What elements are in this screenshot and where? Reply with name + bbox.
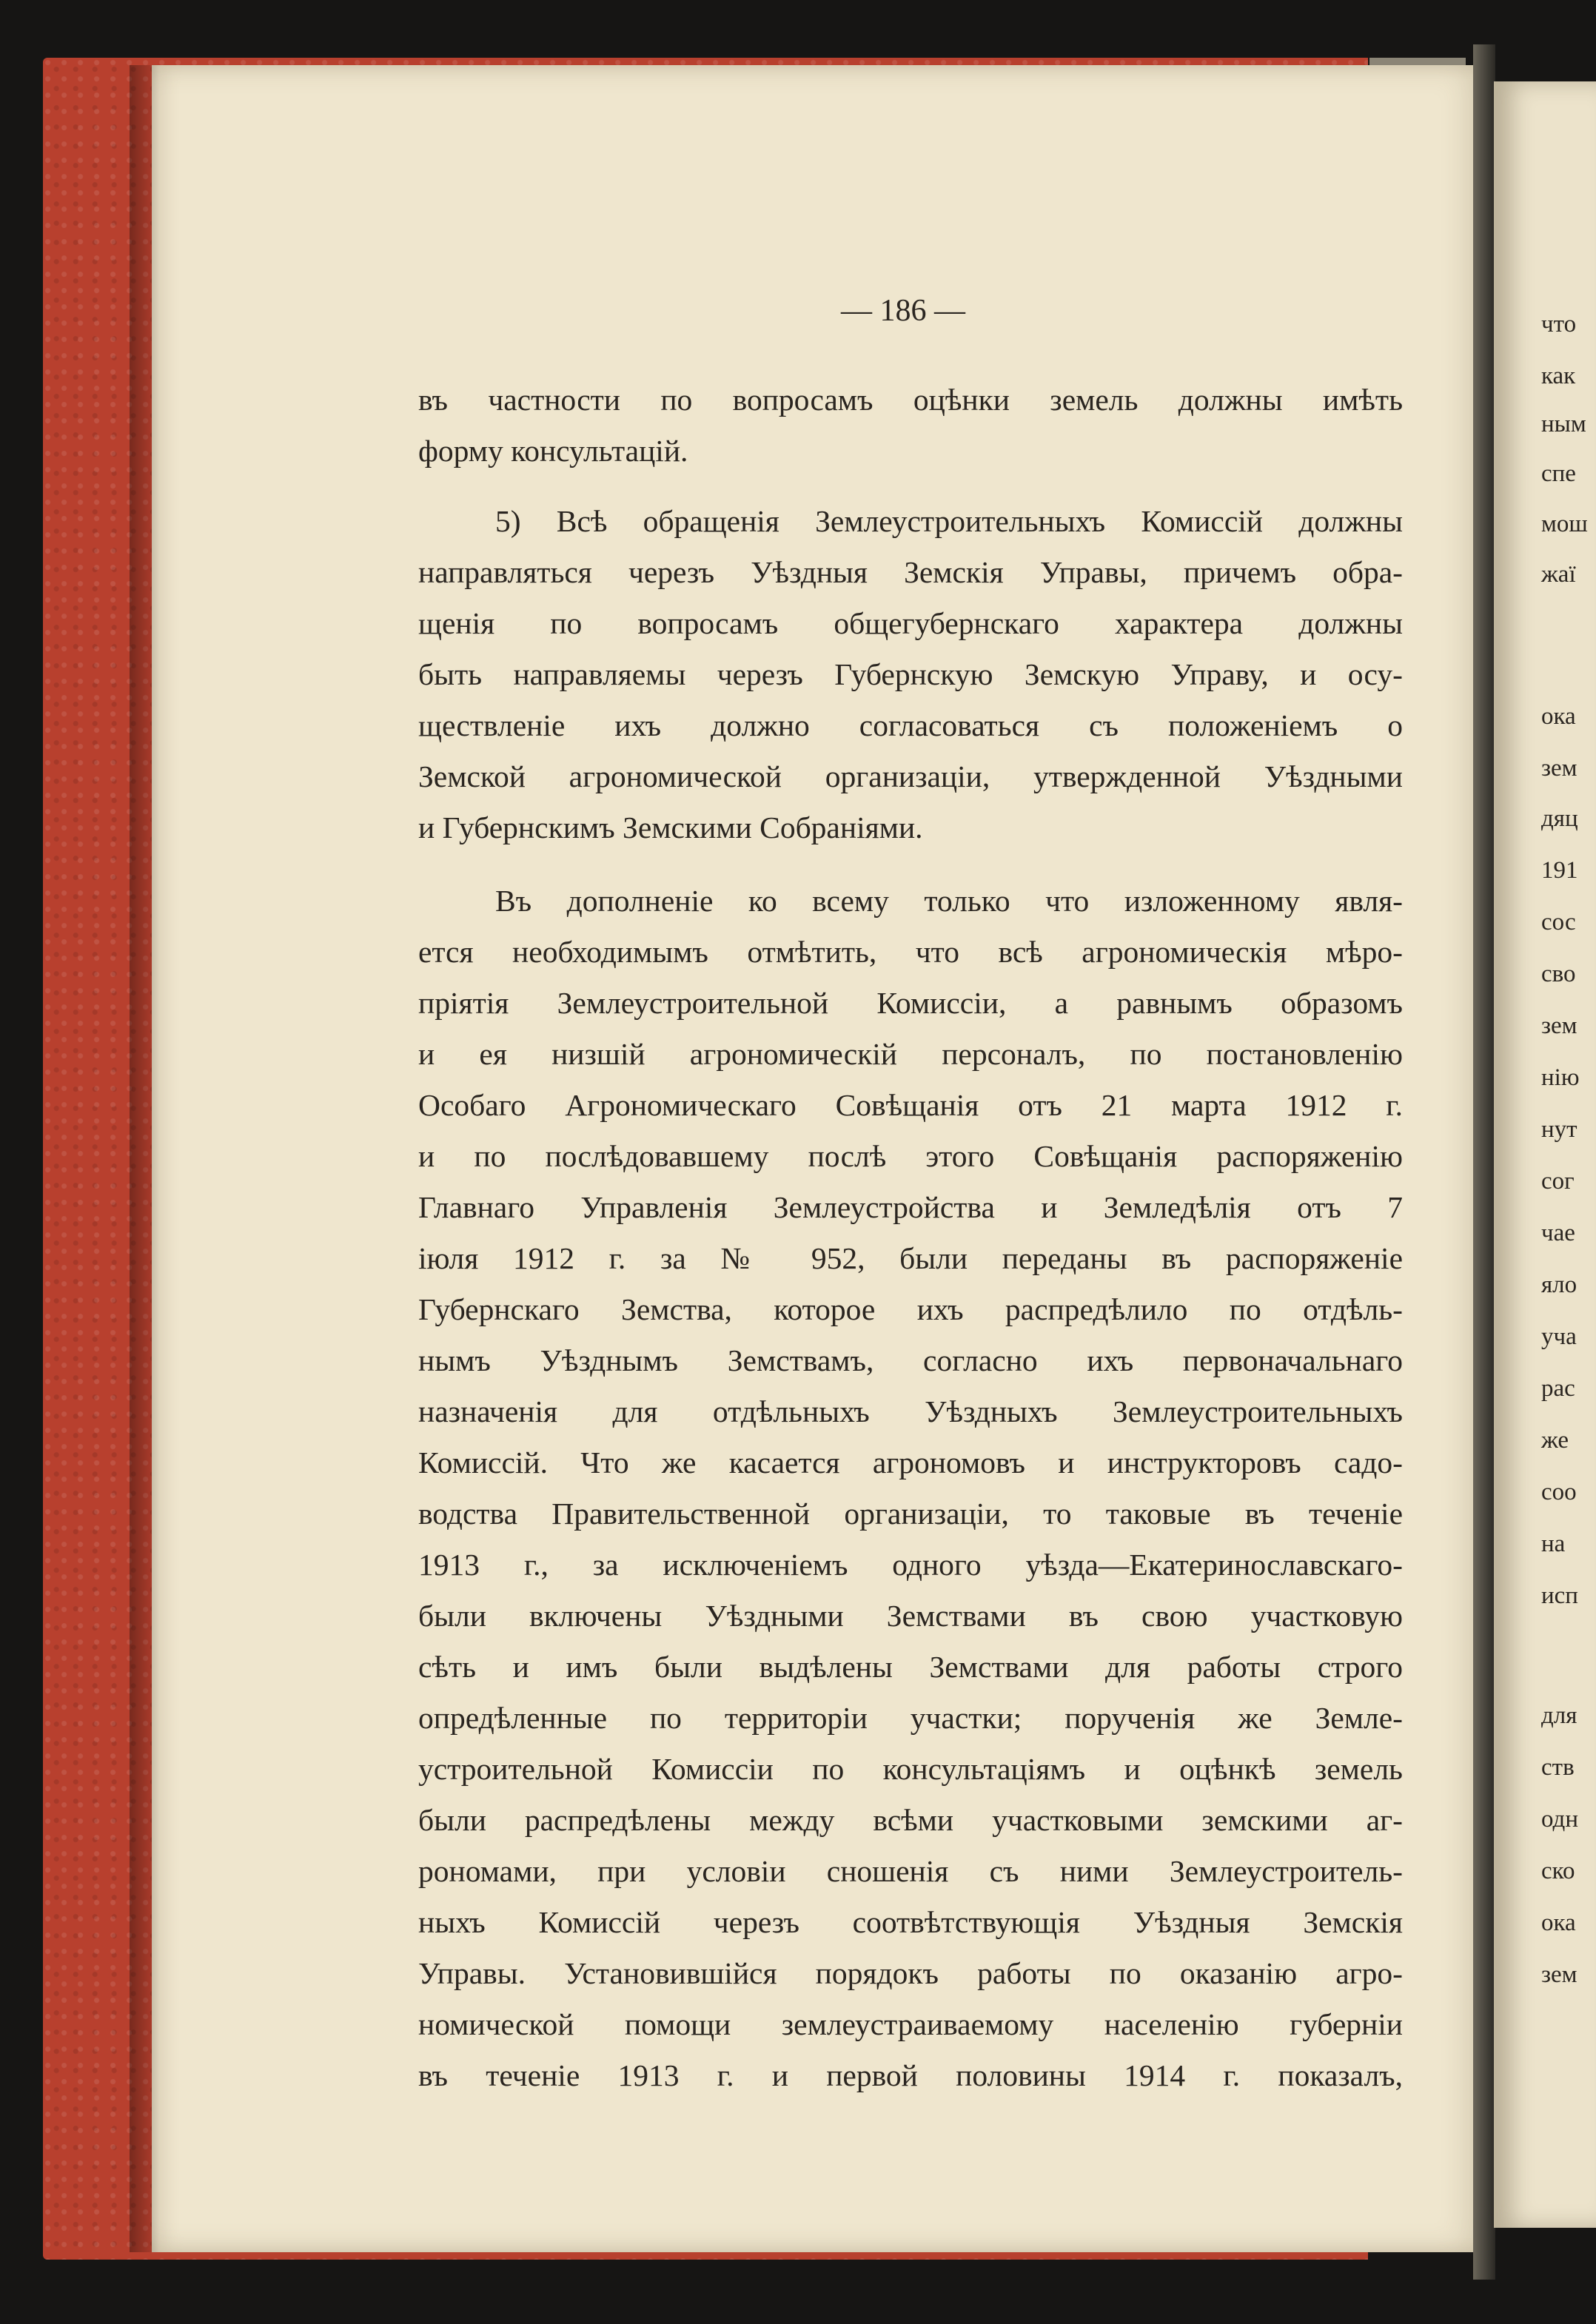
text-line: ныхъ Комиссій черезъ соотвѣтствующія Уѣздныя Земскія [418,1905,1403,1939]
text-line: и ея низшій агрономическій персоналъ, по постановленію [418,1037,1403,1071]
next-page-fragment: на [1541,1531,1566,1557]
next-page-fragment: уча [1541,1323,1577,1350]
text-line: были распредѣлены между всѣми участковыми земскими аг- [418,1803,1403,1837]
text-line: рономами, при условіи сношенія съ ними Землеустроитель- [418,1854,1403,1888]
next-page-fragment: мош [1541,511,1588,537]
next-page-fragment: что [1541,311,1577,337]
text-line: Особаго Агрономическаго Совѣщанія отъ 21 марта 1912 г. [418,1088,1403,1122]
text-line: Въ дополненіе ко всему только что изложенному явля- [495,884,1403,918]
next-page-fragment: ным [1541,411,1586,437]
page-edge-shadow [130,65,159,2252]
text-line: щенія по вопросамъ общегубернскаго характера должны [418,606,1403,640]
text-line: Губернскаго Земства, которое ихъ распредѣлило по отдѣль- [418,1292,1403,1326]
next-page-fragment: рас [1541,1375,1575,1402]
text-line: Комиссій. Что же касается агрономовъ и инструкторовъ садо- [418,1445,1403,1480]
text-line: въ теченіе 1913 г. и первой половины 1914 г. показалъ, [418,2058,1403,2092]
next-page-fragment: ока [1541,703,1576,730]
right-page-edge [1494,81,1596,2228]
text-line: были включены Уѣздными Земствами въ свою участковую [418,1599,1403,1633]
next-page-fragment: дяц [1541,805,1578,832]
next-page-fragment: ско [1541,1858,1575,1884]
next-page-fragment: спе [1541,460,1576,487]
text-line: опредѣленные по территоріи участки; порученія же Земле- [418,1701,1403,1735]
text-line: и по послѣдовавшему послѣ этого Совѣщанія распоряженію [418,1139,1403,1173]
next-page-fragment: зем [1541,1012,1577,1039]
next-page-fragment: ств [1541,1754,1575,1781]
text-line: ществленіе ихъ должно согласоваться съ положеніемъ о [418,708,1403,742]
text-line: Земской агрономической организаціи, утвержденной Уѣздными [418,759,1403,793]
next-page-fragment: жаї [1541,561,1576,588]
text-line: назначенія для отдѣльныхъ Уѣздныхъ Землеустроительныхъ [418,1394,1403,1428]
text-line: сѣть и имъ были выдѣлены Земствами для работы строго [418,1650,1403,1684]
text-line: нымъ Уѣзднымъ Земствамъ, согласно ихъ первоначальнаго [418,1343,1403,1377]
next-page-fragment: как [1541,363,1576,389]
text-line: Главнаго Управленія Землеустройства и Земледѣлія отъ 7 [418,1190,1403,1224]
text-line: 5) Всѣ обращенія Землеустроительныхъ Комиссій должны [495,504,1403,538]
text-line: и Губернскимъ Земскими Собраніями. [418,810,923,844]
next-page-fragment: зем [1541,755,1577,782]
text-line: форму консультацій. [418,434,688,468]
next-page-fragment: сос [1541,909,1576,936]
next-page-fragment: же [1541,1427,1569,1454]
text-line: водства Правительственной организаціи, то таковые въ теченіе [418,1497,1403,1531]
text-line: ется необходимымъ отмѣтить, что всѣ агрономическія мѣро- [418,935,1403,969]
next-page-fragment: ока [1541,1910,1576,1936]
page-number: — 186 — [841,294,965,328]
next-page-fragment: соо [1541,1479,1577,1505]
next-page-fragment: зем [1541,1961,1577,1988]
next-page-fragment: 191 [1541,857,1578,884]
text-line: направляться черезъ Уѣздныя Земскія Управы, причемъ обра- [418,555,1403,589]
text-line: 1913 г., за исключеніемъ одного уѣзда—Екатеринославскаго- [418,1548,1403,1582]
text-line: Управы. Установившійся порядокъ работы по оказанію агро- [418,1956,1403,1990]
next-page-fragment: исп [1541,1582,1578,1609]
next-page-fragment: сво [1541,961,1576,987]
text-line: въ частности по вопросамъ оцѣнки земель должны имѣть [418,383,1403,417]
next-page-fragment: нут [1541,1116,1577,1143]
next-page-fragment: яло [1541,1272,1577,1298]
next-page-fragment: нію [1541,1064,1580,1091]
next-page-fragment: чае [1541,1220,1575,1246]
next-page-fragment: для [1541,1702,1577,1729]
next-page-fragment: одн [1541,1806,1578,1833]
book-gutter [1473,44,1495,2280]
text-line: устроительной Комиссіи по консультаціямъ и оцѣнкѣ земель [418,1752,1403,1786]
text-line: быть направляемы черезъ Губернскую Земскую Управу, и осу- [418,657,1403,691]
next-page-fragment: сог [1541,1168,1575,1195]
text-line: номической помощи землеустраиваемому населенію губерніи [418,2007,1403,2041]
text-line: пріятія Землеустроительной Комиссіи, а равнымъ образомъ [418,986,1403,1020]
text-line: іюля 1912 г. за № 952, были переданы въ распоряженіе [418,1241,1403,1275]
page-text [418,375,1403,2101]
